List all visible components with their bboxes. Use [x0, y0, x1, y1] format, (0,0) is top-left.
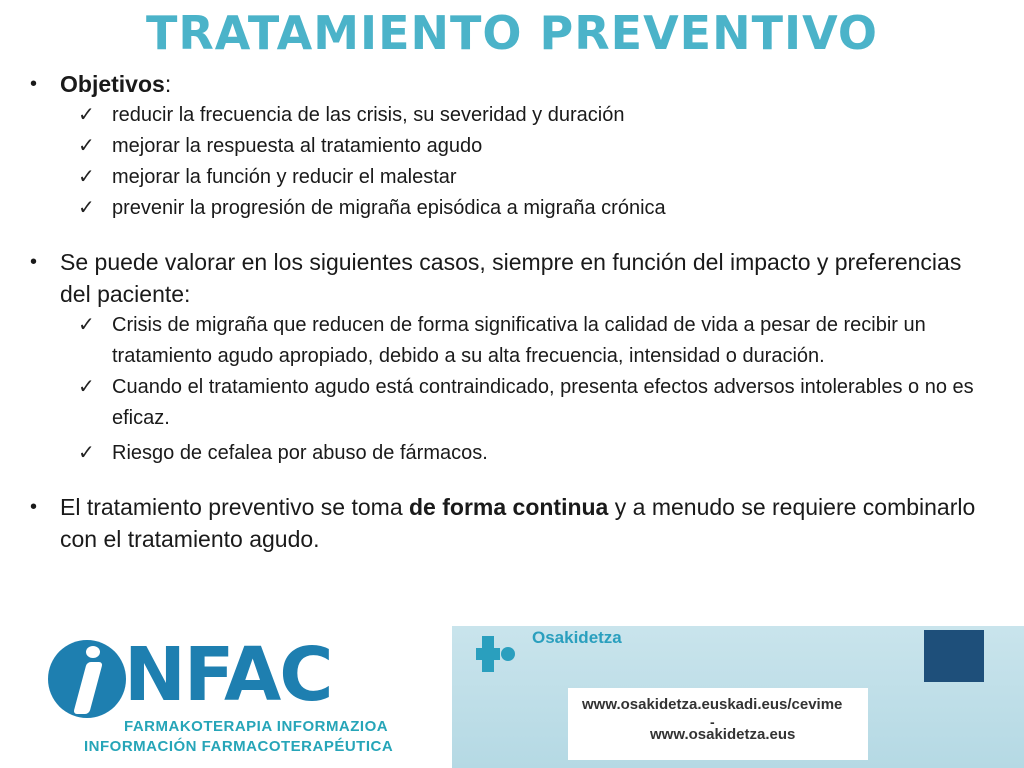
- objetivo-text: mejorar la respuesta al tratamiento agudo: [112, 135, 483, 157]
- checkmark-icon: ✓: [78, 104, 95, 126]
- bullet-dot-icon: •: [30, 73, 38, 95]
- caso-text: Riesgo de cefalea por abuso de fármacos.: [112, 442, 488, 464]
- objetivo-item: [30, 131, 990, 162]
- logo-subtitle-es: INFORMACIÓN FARMACOTERAPÉUTICA: [84, 738, 394, 755]
- casos-label: Se puede valorar en los siguientes casos, siempre en función del impacto y preferencias del paciente:: [60, 249, 962, 307]
- bullet-continua: [30, 491, 990, 555]
- checkmark-icon: ✓: [78, 376, 95, 398]
- continua-before: El tratamiento preventivo se toma: [60, 494, 409, 520]
- checkmark-icon: ✓: [78, 314, 95, 336]
- objetivo-text: mejorar la función y reducir el malestar: [112, 166, 457, 188]
- infac-logo: [0, 626, 450, 768]
- objetivo-item: [30, 100, 990, 131]
- objetivos-colon: :: [164, 71, 172, 97]
- caso-text: Cuando el tratamiento agudo está contraindicado, presenta efectos adversos intolerables o no es eficaz.: [112, 376, 974, 429]
- objetivo-item: [30, 193, 990, 224]
- continua-bold: de forma continua: [409, 494, 609, 520]
- osakidetza-url[interactable]: www.osakidetza.eus: [650, 726, 796, 743]
- bullet-casos: [30, 246, 990, 310]
- cevime-url[interactable]: www.osakidetza.euskadi.eus/cevime: [582, 696, 843, 713]
- objetivo-item: [30, 162, 990, 193]
- objetivo-text: reducir la frecuencia de las crisis, su severidad y duración: [112, 104, 625, 126]
- caso-item: [30, 438, 990, 469]
- bullet-dot-icon: •: [30, 251, 38, 273]
- continua-after: y a menudo se requiere combinarlo con el tratamiento agudo.: [60, 494, 976, 552]
- url-separator: -: [710, 714, 715, 730]
- bullet-objetivos: [30, 68, 990, 100]
- logo-subtitle-eu: FARMAKOTERAPIA INFORMAZIOA: [124, 718, 389, 735]
- slide-title: TRATAMIENTO PREVENTIVO: [145, 6, 878, 60]
- bullet-dot-icon: •: [30, 496, 38, 518]
- caso-item: [30, 310, 990, 372]
- osakidetza-name: Osakidetza: [532, 628, 622, 647]
- objetivo-text: prevenir la progresión de migraña episódica a migraña crónica: [112, 197, 666, 219]
- caso-item: [30, 372, 990, 434]
- osakidetza-banner: [452, 626, 1024, 768]
- footer-banner: [0, 626, 1024, 768]
- gobierno-vasco-logo: [924, 630, 984, 682]
- checkmark-icon: ✓: [78, 135, 95, 157]
- checkmark-icon: ✓: [78, 442, 95, 464]
- checkmark-icon: ✓: [78, 166, 95, 188]
- checkmark-icon: ✓: [78, 197, 95, 219]
- caso-text: Crisis de migraña que reducen de forma significativa la calidad de vida a pesar de recibir un tratamiento agudo apropiado, debido a su alta frecuencia, intensidad o duración.: [112, 314, 926, 367]
- infac-logo-text: NFAC: [124, 632, 332, 718]
- slide-content: [30, 68, 990, 555]
- objetivos-label: Objetivos: [60, 71, 165, 97]
- osakidetza-cross-icon: [472, 634, 518, 674]
